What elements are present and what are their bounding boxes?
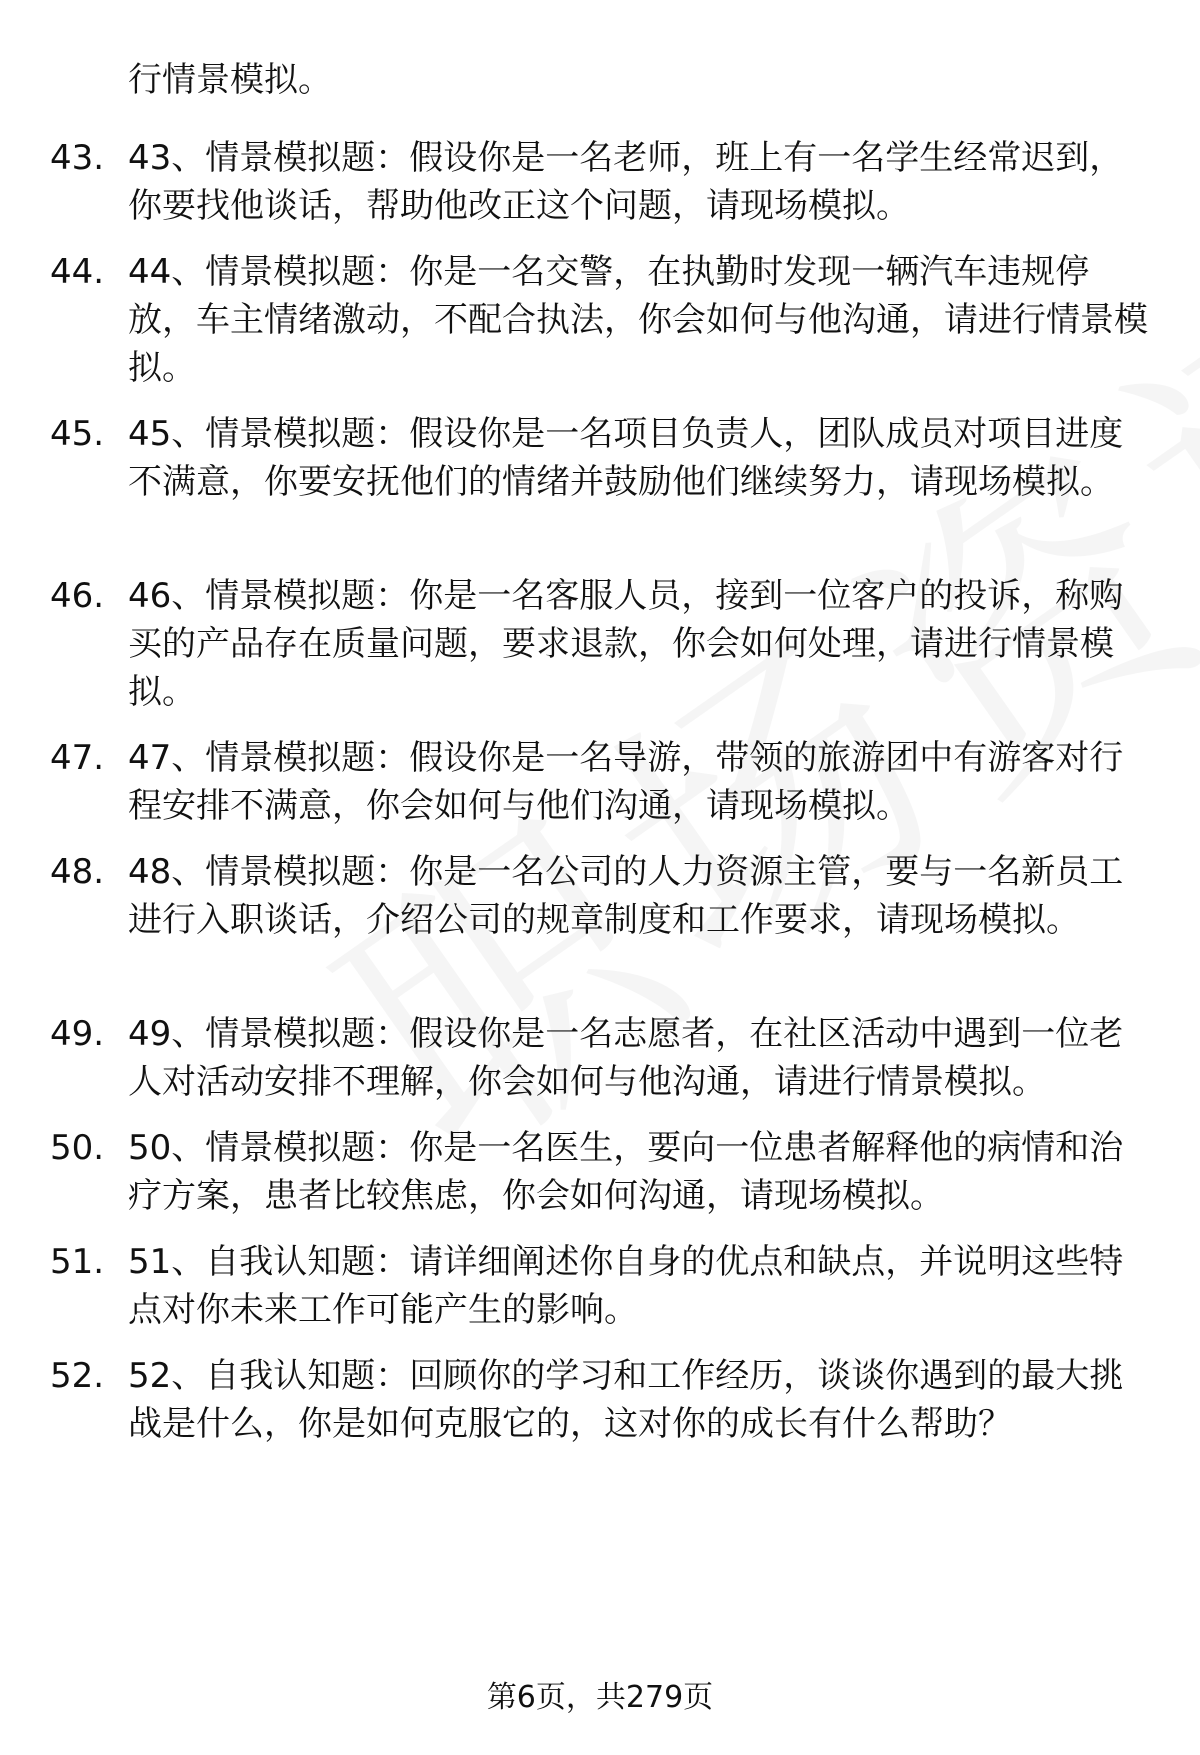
item-text: 43、情景模拟题：假设你是一名老师，班上有一名学生经常迟到，你要找他谈话，帮助他改正这个问题，请现场模拟。 [128,138,1124,226]
continuation-text: 行情景模拟。 [128,60,332,100]
item-text: 45、情景模拟题：假设你是一名项目负责人，团队成员对项目进度不满意，你要安抚他们的情绪并鼓励他们继续努力，请现场模拟。 [128,414,1124,502]
item-number: 52. [50,1356,105,1396]
item-number: 43. [50,138,105,178]
item-text: 44、情景模拟题：你是一名交警，在执勤时发现一辆汽车违规停放，车主情绪激动，不配合执法，你会如何与他沟通，请进行情景模拟。 [128,252,1148,388]
page-footer: 第6页，共279页 [486,1680,714,1715]
item-number: 50. [50,1128,105,1168]
item-text: 46、情景模拟题：你是一名客服人员，接到一位客户的投诉，称购买的产品存在质量问题，要求退款，你会如何处理，请进行情景模拟。 [128,576,1124,712]
item-number: 44. [50,252,105,292]
item-number: 48. [50,852,105,892]
item-text: 48、情景模拟题：你是一名公司的人力资源主管，要与一名新员工进行入职谈话，介绍公司的规章制度和工作要求，请现场模拟。 [128,852,1124,940]
item-text: 51、自我认知题：请详细阐述你自身的优点和缺点，并说明这些特点对你未来工作可能产生的影响。 [128,1242,1124,1330]
item-number: 47. [50,738,105,778]
item-text: 52、自我认知题：回顾你的学习和工作经历，谈谈你遇到的最大挑战是什么，你是如何克服它的，这对你的成长有什么帮助？ [128,1356,1124,1444]
item-number: 51. [50,1242,105,1282]
item-text: 49、情景模拟题：假设你是一名志愿者，在社区活动中遇到一位老人对活动安排不理解，你会如何与他沟通，请进行情景模拟。 [128,1014,1124,1102]
item-text: 47、情景模拟题：假设你是一名导游，带领的旅游团中有游客对行程安排不满意，你会如何与他们沟通，请现场模拟。 [128,738,1124,826]
item-text: 50、情景模拟题：你是一名医生，要向一位患者解释他的病情和治疗方案，患者比较焦虑，你会如何沟通，请现场模拟。 [128,1128,1124,1216]
item-number: 49. [50,1014,105,1054]
item-number: 46. [50,576,105,616]
item-number: 45. [50,414,105,454]
